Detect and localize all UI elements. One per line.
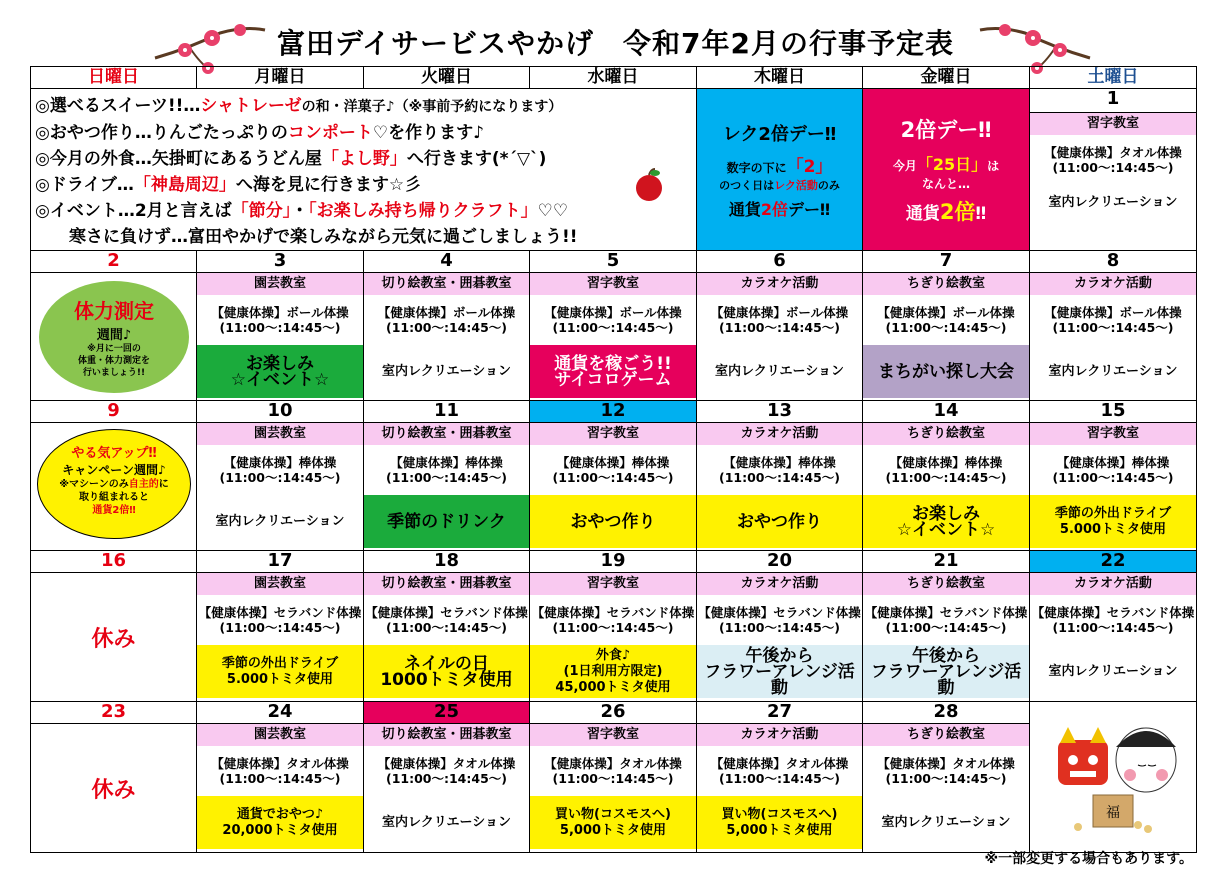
date-cell <box>530 401 697 423</box>
event-label: おやつ作り <box>697 495 862 548</box>
event-label: 室内レクリエーション <box>382 363 511 379</box>
event-label: 通貨を稼ごう!! サイコロゲーム <box>530 345 696 398</box>
event-label: 季節の外出ドライブ 5.000トミタ使用 <box>1030 495 1196 548</box>
exercise-label: 【健康体操】棒体操 (11:00～:14:45～) <box>385 455 507 485</box>
double-day-box: 2倍デー‼ 今月「25日」は なんと… 通貨2倍‼ <box>863 89 1030 251</box>
exercise-label: 【健康体操】棒体操 (11:00～:14:45～) <box>219 455 341 485</box>
exercise-label: 【健康体操】ボール体操 (11:00～:14:45～) <box>710 305 849 335</box>
exercise-label: 【健康体操】タオル体操 (11:00～:14:45～) <box>211 756 349 786</box>
event-label: 室内レクリエーション <box>1048 363 1178 379</box>
event-label: 季節のドリンク <box>364 495 529 548</box>
class-label: 切り絵教室・囲碁教室 <box>364 724 529 746</box>
day-cell <box>1030 273 1197 401</box>
exercise-label: 【健康体操】ボール体操 (11:00～:14:45～) <box>544 305 682 335</box>
exercise-label: 【健康体操】セラバンド体操 (11:00～:14:45～) <box>198 605 362 635</box>
date-number: 3 <box>273 250 287 271</box>
weekday-header <box>31 67 1197 89</box>
date-number: 9 <box>107 400 120 421</box>
day-cell <box>197 724 364 853</box>
class-label: カラオケ活動 <box>1030 573 1196 595</box>
event-label: 室内レクリエーション <box>1048 663 1178 679</box>
exercise-label: 【健康体操】セラバンド体操 (11:00～:14:45～) <box>365 605 528 635</box>
date-cell <box>697 251 863 273</box>
notice-box <box>31 89 697 251</box>
exercise-label: 【健康体操】棒体操 (11:00～:14:45～) <box>885 455 1007 485</box>
date-cell-1: 1 <box>1030 89 1197 113</box>
class-label: ちぎり絵教室 <box>863 423 1029 445</box>
date-number: 24 <box>267 701 293 722</box>
exercise-label: 【健康体操】タオル体操 (11:00～:14:45～) <box>544 756 682 786</box>
class-label: 習字教室 <box>530 724 696 746</box>
date-number: 21 <box>933 550 959 571</box>
exercise-label: 【健康体操】タオル体操 (11:00～:14:45～) <box>377 756 516 786</box>
event-label: お楽しみ ☆イベント☆ <box>863 495 1029 548</box>
date-number: 18 <box>433 550 460 571</box>
fitness-bubble: 体力測定 週間♪ ※月に一回の 体重・体力測定を 行いましょう!! <box>39 281 189 393</box>
calendar-table <box>30 66 1197 853</box>
date-cell <box>697 551 863 573</box>
date-number: 26 <box>600 701 626 722</box>
class-label: カラオケ活動 <box>697 724 862 746</box>
date-number: 10 <box>267 400 293 421</box>
class-label: 切り絵教室・囲碁教室 <box>364 573 529 595</box>
class-label: カラオケ活動 <box>697 423 862 445</box>
date-number: 11 <box>433 400 460 421</box>
date-cell <box>364 551 530 573</box>
date-cell <box>364 702 530 724</box>
event-label: 季節の外出ドライブ 5.000トミタ使用 <box>197 645 363 698</box>
date-cell <box>1030 551 1197 573</box>
date-number: 27 <box>766 701 793 722</box>
day-cell <box>697 724 863 853</box>
class-label: 習字教室 <box>1030 423 1196 445</box>
weekday-thu: 木曜日 <box>697 67 863 89</box>
exercise-label: 【健康体操】ボール体操 (11:00～:14:45～) <box>1044 305 1182 335</box>
exercise-label: 【健康体操】ボール体操 (11:00～:14:45～) <box>377 305 516 335</box>
event-label: 室内レクリエーション <box>1048 194 1178 210</box>
date-cell <box>530 702 697 724</box>
exercise-label: 【健康体操】セラバンド体操 (11:00～:14:45～) <box>864 605 1028 635</box>
week-row <box>31 273 1197 401</box>
rec-day-title: レク2倍デー‼ <box>722 123 837 145</box>
exercise-label: 【健康体操】タオル体操 (11:00～:14:45～) <box>710 756 849 786</box>
date-cell <box>1030 401 1197 423</box>
date-row <box>31 251 1197 273</box>
date-cell <box>1030 251 1197 273</box>
exercise-label: 【健康体操】セラバンド体操 (11:00～:14:45～) <box>531 605 695 635</box>
date-row <box>31 401 1197 423</box>
date-cell <box>197 702 364 724</box>
week-row <box>31 423 1197 551</box>
day-cell <box>530 724 697 853</box>
week-row <box>31 724 1197 853</box>
weekday-sat: 土曜日 <box>1030 67 1197 89</box>
class-label: 習字教室 <box>530 573 696 595</box>
day-cell <box>197 273 364 401</box>
double-day-title: 2倍デー‼ <box>900 117 992 142</box>
date-cell <box>197 251 364 273</box>
class-label: 園芸教室 <box>197 724 363 746</box>
date-cell <box>530 551 697 573</box>
day-cell <box>697 273 863 401</box>
motivation-bubble: やる気アップ‼ キャンペーン週間♪ ※マシーンのみ自主的に 取り組まれると 通貨2倍‼ <box>37 429 191 539</box>
date-cell <box>863 551 1030 573</box>
class-label: 習字教室 <box>1030 113 1196 135</box>
date-number: 15 <box>1100 400 1126 421</box>
weekday-sun: 日曜日 <box>31 67 197 89</box>
date-number: 28 <box>933 701 959 722</box>
date-cell <box>364 251 530 273</box>
day-cell <box>863 273 1030 401</box>
date-cell <box>863 401 1030 423</box>
weekday-wed: 水曜日 <box>530 67 697 89</box>
notice-text: ◎選べるスイーツ!!…シャトレーゼの和・洋菓子♪（※事前予約になります） ◎おやつ作り…りんごたっぷりのコンポート♡を作ります♪ ◎今月の外食…矢掛町にあるうどん屋「よし野」へ行きます(*ˊ▽ˋ) ◎ドライブ…「神島周辺」へ海を見に行きます☆彡 ◎イベント…2月と言えば「節分」・「お楽しみ持ち帰りクラフト」♡♡ 寒さに負けず…富田やかげで楽しみながら元気に過ごしましょう!! <box>35 96 578 247</box>
event-label: お楽しみ ☆イベント☆ <box>197 345 363 398</box>
setsubun-oni-okame-icon <box>1038 705 1188 845</box>
sunday-cell <box>31 423 197 551</box>
event-label: ネイルの日 1000トミタ使用 <box>364 645 529 698</box>
day-cell <box>364 724 530 853</box>
exercise-label: 【健康体操】タオル体操 (11:00～:14:45～) <box>877 756 1015 786</box>
day-cell <box>697 573 863 702</box>
exercise-label: 【健康体操】ボール体操 (11:00～:14:45～) <box>877 305 1015 335</box>
exercise-label: 【健康体操】棒体操 (11:00～:14:45～) <box>718 455 840 485</box>
event-label: 買い物(コスモスへ) 5,000トミタ使用 <box>530 796 696 849</box>
event-label: まちがい探し大会 <box>863 345 1029 398</box>
class-label: 切り絵教室・囲碁教室 <box>364 273 529 295</box>
sunday-cell <box>31 724 197 853</box>
date-number: 4 <box>440 250 453 271</box>
event-label: 室内レクリエーション <box>881 814 1011 830</box>
date-number: 5 <box>606 250 620 271</box>
day-cell <box>863 724 1030 853</box>
date-number: 20 <box>766 550 793 571</box>
class-label: ちぎり絵教室 <box>863 273 1029 295</box>
event-label: 午後から フラワーアレンジ活動 <box>697 645 862 698</box>
date-cell <box>197 551 364 573</box>
date-cell <box>31 702 197 724</box>
day-cell <box>697 423 863 551</box>
date-cell <box>364 401 530 423</box>
day-cell <box>530 573 697 702</box>
weekday-tue: 火曜日 <box>364 67 530 89</box>
weekday-fri: 金曜日 <box>863 67 1030 89</box>
date-cell <box>31 551 197 573</box>
class-label: 切り絵教室・囲碁教室 <box>364 423 529 445</box>
day-cell <box>364 273 530 401</box>
apple-icon <box>631 167 667 203</box>
event-label: 買い物(コスモスへ) 5,000トミタ使用 <box>697 796 862 849</box>
day-cell <box>863 573 1030 702</box>
week-row <box>31 573 1197 702</box>
day-cell <box>863 423 1030 551</box>
event-label: 午後から フラワーアレンジ活動 <box>863 645 1029 698</box>
day-cell <box>364 573 530 702</box>
sunday-cell <box>31 573 197 702</box>
class-label: カラオケ活動 <box>697 273 862 295</box>
exercise-label: 【健康体操】棒体操 (11:00～:14:45～) <box>552 455 674 485</box>
date-row <box>31 702 1197 724</box>
class-label: ちぎり絵教室 <box>863 573 1029 595</box>
date-cell <box>197 401 364 423</box>
date-cell <box>530 251 697 273</box>
weekday-mon: 月曜日 <box>197 67 364 89</box>
day-cell-1 <box>1030 112 1197 250</box>
rec-double-day-box: レク2倍デー‼ 数字の下に「2」 のつく日はレク活動のみ 通貨2倍デー‼ <box>697 89 863 251</box>
date-cell <box>863 251 1030 273</box>
class-label: カラオケ活動 <box>1030 273 1196 295</box>
class-label: 習字教室 <box>530 423 696 445</box>
day-cell <box>1030 423 1197 551</box>
day-cell <box>197 573 364 702</box>
date-number: 23 <box>100 701 127 722</box>
date-number: 19 <box>600 550 626 571</box>
event-label: 室内レクリエーション <box>715 363 844 379</box>
event-label: 室内レクリエーション <box>382 814 511 830</box>
setsubun-sign: 福 <box>1106 805 1120 821</box>
date-number: 2 <box>107 250 120 271</box>
event-label: 通貨でおやつ♪ 20,000トミタ使用 <box>197 796 363 849</box>
date-number: 13 <box>766 400 793 421</box>
sunday-cell <box>31 273 197 401</box>
class-label: 園芸教室 <box>197 573 363 595</box>
rest-label: 休み <box>91 777 136 803</box>
date-number: 25 <box>433 701 460 722</box>
weeks-body <box>31 251 1197 853</box>
day-cell <box>197 423 364 551</box>
rest-label: 休み <box>91 626 136 652</box>
date-cell <box>31 401 197 423</box>
date-cell <box>863 702 1030 724</box>
event-label: 室内レクリエーション <box>215 513 345 529</box>
date-number: 16 <box>100 550 127 571</box>
date-cell <box>31 251 197 273</box>
date-number: 14 <box>933 400 959 421</box>
class-label: ちぎり絵教室 <box>863 724 1029 746</box>
date-number: 12 <box>600 400 626 421</box>
exercise-label: 【健康体操】セラバンド体操 (11:00～:14:45～) <box>698 605 861 635</box>
date-number: 6 <box>773 250 786 271</box>
date-cell <box>697 702 863 724</box>
class-label: 習字教室 <box>530 273 696 295</box>
day-cell <box>1030 573 1197 702</box>
date-number: 7 <box>939 250 953 271</box>
date-cell <box>697 401 863 423</box>
exercise-label: 【健康体操】ボール体操 (11:00～:14:45～) <box>211 305 349 335</box>
page-title: 富田デイサービスやかげ 令和7年2月の行事予定表 <box>276 27 954 60</box>
date-row <box>31 551 1197 573</box>
date-number: 17 <box>267 550 293 571</box>
exercise-label: 【健康体操】タオル体操 (11:00～:14:45～) <box>1044 144 1182 175</box>
class-label: 園芸教室 <box>197 273 363 295</box>
setsubun-cell <box>1030 702 1197 853</box>
date-number: 22 <box>1100 550 1126 571</box>
day-cell <box>530 273 697 401</box>
exercise-label: 【健康体操】セラバンド体操 (11:00～:14:45～) <box>1031 605 1195 635</box>
day-cell <box>530 423 697 551</box>
event-label: 外食♪ (1日利用方限定) 45,000トミタ使用 <box>530 645 696 698</box>
day-cell <box>364 423 530 551</box>
notice-row <box>31 89 1197 113</box>
class-label: カラオケ活動 <box>697 573 862 595</box>
class-label: 園芸教室 <box>197 423 363 445</box>
exercise-label: 【健康体操】棒体操 (11:00～:14:45～) <box>1052 455 1174 485</box>
footnote: ※一部変更する場合もあります。 <box>984 851 1193 867</box>
date-number: 8 <box>1106 250 1120 271</box>
event-label: おやつ作り <box>530 495 696 548</box>
